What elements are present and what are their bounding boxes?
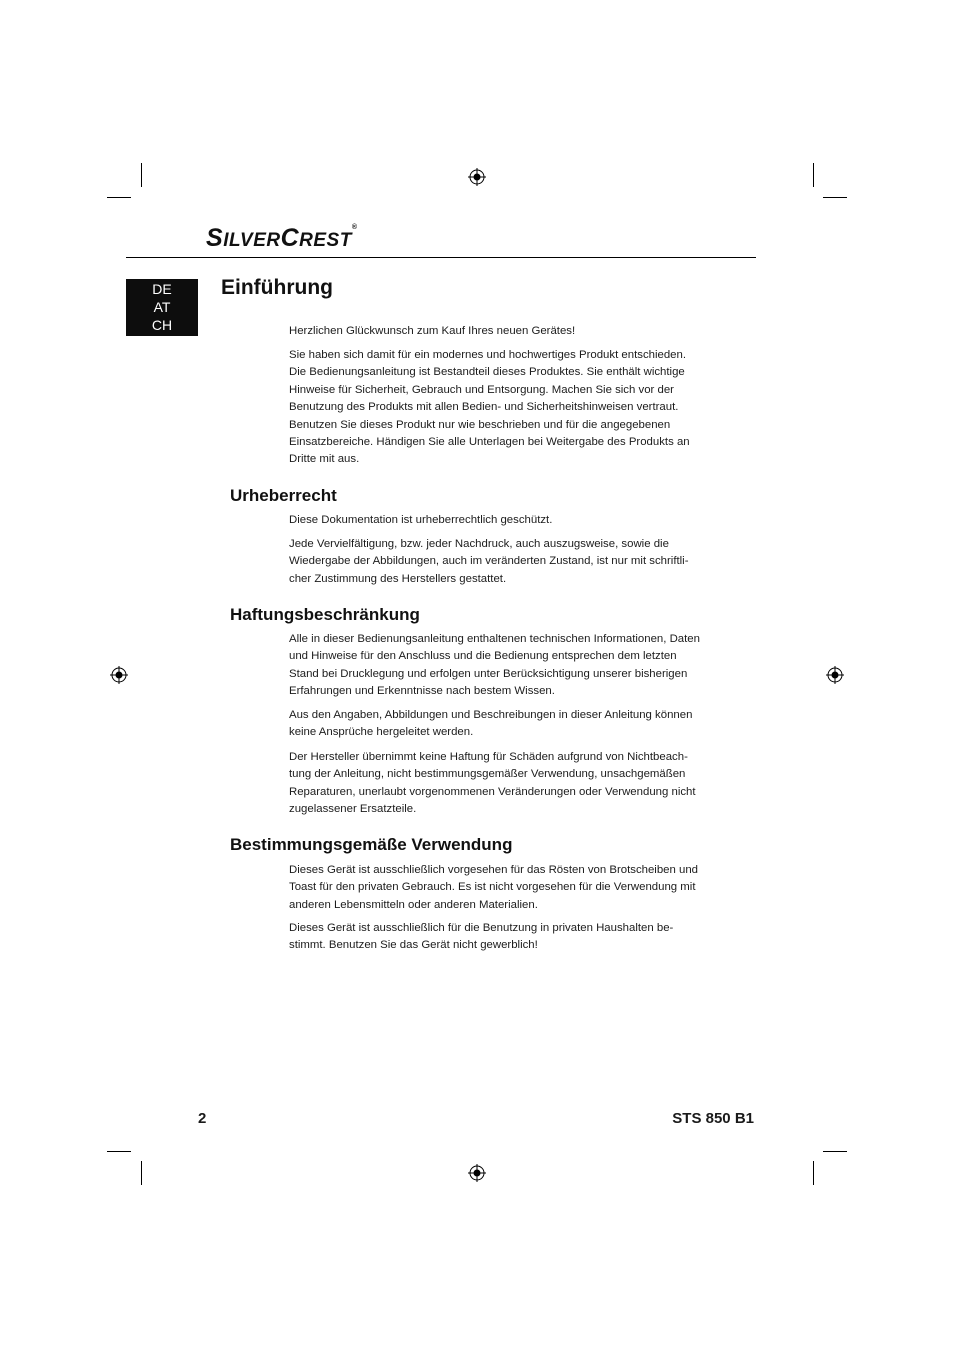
section-heading: Haftungsbeschränkung: [230, 605, 420, 624]
registration-mark-icon: [468, 168, 486, 186]
section-heading: Urheberrecht: [230, 486, 337, 505]
crop-mark: [141, 1161, 142, 1185]
registration-mark-icon: [826, 666, 844, 684]
language-code: CH: [151, 317, 173, 333]
page-title: Einführung: [221, 276, 333, 299]
header-rule: [126, 257, 756, 258]
crop-mark: [813, 1161, 814, 1185]
registration-mark-icon: [468, 1164, 486, 1182]
paragraph: Alle in dieser Bedienungsanleitung enthaltenen technischen Informationen, Daten und Hinweise für den Anschluss und die Bedienung entsprechen dem letzten Stand bei Drucklegung und erfolgen unter Berücksichtigung unserer bisherigen Erfahrungen und Erkenntnisse nach bestem Wissen.: [289, 633, 700, 698]
paragraph: Sie haben sich damit für ein modernes und hochwertiges Produkt entschieden. Die Bedienungsanleitung ist Bestandteil dieses Produktes. Sie enthält wichtige Hinweise für Sicherheit, Gebrauch und Entsorgung. Machen Sie sich vor der Benutzung des Produkts mit allen Bedien- und Sicherheitshinweisen vertraut. Benutzen Sie dieses Produkt nur wie beschrieben und für die angegebenen Einsatzbereiche. Händigen Sie alle Unterlagen bei Weitergabe des Produkts an Dritte mit aus.: [289, 349, 690, 466]
crop-mark: [823, 1151, 847, 1152]
paragraph: Der Hersteller übernimmt keine Haftung für Schäden aufgrund von Nichtbeach- tung der Anleitung, nicht bestimmungsgemäßer Verwendung, unsachgemäßen Reparaturen, unerlaubt vorgenommenen Veränderungen oder Verwendung nicht zugelassener Ersatzteile.: [289, 751, 696, 816]
crop-mark: [107, 1151, 131, 1152]
paragraph: Herzlichen Glückwunsch zum Kauf Ihres neuen Gerätes!: [289, 325, 576, 337]
section-heading: Bestimmungsgemäße Verwendung: [230, 835, 513, 854]
paragraph: Aus den Angaben, Abbildungen und Beschreibungen in dieser Anleitung können keine Ansprüche hergeleitet werden.: [289, 709, 693, 739]
crop-mark: [107, 197, 131, 198]
paragraph: Dieses Gerät ist ausschließlich für die Benutzung in privaten Haushalten be- stimmt. Benutzen Sie das Gerät nicht gewerblich!: [289, 922, 674, 952]
language-code: AT: [153, 299, 171, 315]
brand-logo: SILVERCREST®: [206, 224, 358, 252]
page-number: 2: [198, 1110, 207, 1127]
language-badge: [126, 279, 198, 336]
model-number: STS 850 B1: [672, 1110, 754, 1127]
crop-mark: [813, 163, 814, 187]
crop-mark: [141, 163, 142, 187]
paragraph: Jede Vervielfältigung, bzw. jeder Nachdruck, auch auszugsweise, sowie die Wiedergabe der Abbildungen, auch im veränderten Zustand, ist nur mit schriftli- cher Zustimmung des Herstellers gestattet.: [289, 538, 689, 585]
paragraph: Diese Dokumentation ist urheberrechtlich geschützt.: [289, 514, 553, 526]
registration-mark-icon: [110, 666, 128, 684]
language-code: DE: [152, 281, 172, 297]
paragraph: Dieses Gerät ist ausschließlich vorgesehen für das Rösten von Brotscheiben und Toast für den privaten Gebrauch. Es ist nicht vorgesehen für die Verwendung mit anderen Lebensmitteln oder anderen Materialien.: [289, 864, 699, 911]
crop-mark: [823, 197, 847, 198]
